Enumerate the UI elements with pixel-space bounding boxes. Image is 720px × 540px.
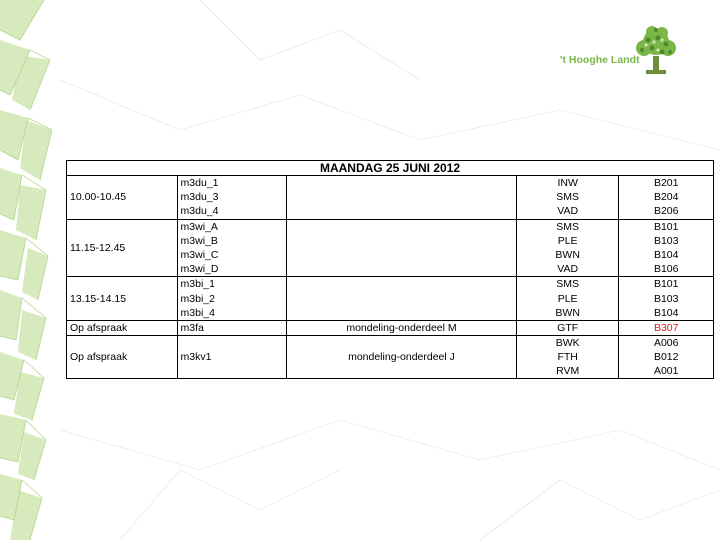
subject-item: SMS <box>556 191 580 204</box>
rooms-cell <box>619 335 714 379</box>
table-row <box>67 335 714 379</box>
room-item: A006 <box>653 336 679 349</box>
description-cell: mondeling-onderdeel J <box>287 335 517 379</box>
subject-item: BWN <box>555 248 580 261</box>
subjects-cell <box>516 335 619 379</box>
subject-item: BWN <box>555 306 580 319</box>
table-row <box>67 320 714 335</box>
room-item: B104 <box>653 248 679 261</box>
table-title-row <box>67 161 714 176</box>
subjects-cell <box>516 277 619 321</box>
groups-cell <box>177 277 287 321</box>
logo-text: 't Hooghe Landt <box>560 54 640 66</box>
room-item: B104 <box>653 306 679 319</box>
room-item: B201 <box>653 177 679 189</box>
group-item: m3du_4 <box>180 205 219 218</box>
room-item: B106 <box>653 263 679 276</box>
rooms-cell <box>619 219 714 277</box>
subject-item: SMS <box>556 220 580 233</box>
time-cell: Op afspraak <box>67 335 178 379</box>
group-item: m3bi_4 <box>180 306 215 319</box>
subject-item: VAD <box>557 263 579 276</box>
group-item: m3wi_D <box>180 263 219 276</box>
room-item: B206 <box>653 205 679 218</box>
description-cell: mondeling-onderdeel M <box>287 320 517 335</box>
rooms-cell <box>619 176 714 220</box>
group-item: m3du_3 <box>180 191 219 204</box>
room-item: B103 <box>653 234 679 247</box>
schedule-title: MAANDAG 25 JUNI 2012 <box>67 161 714 176</box>
table-row <box>67 277 714 321</box>
room-item: B103 <box>653 292 679 305</box>
description-cell <box>287 277 517 321</box>
description-cell <box>287 176 517 220</box>
subject-item: VAD <box>557 205 579 218</box>
groups-cell: m3kv1 <box>177 335 287 379</box>
subjects-cell: GTF <box>516 320 619 335</box>
time-cell: 11.15-12.45 <box>67 219 178 277</box>
subject-item: BWK <box>555 336 580 349</box>
group-item: m3bi_1 <box>180 278 215 291</box>
time-cell: Op afspraak <box>67 320 178 335</box>
subject-item: SMS <box>556 278 580 291</box>
subject-item: PLE <box>557 234 578 247</box>
room-item: A001 <box>653 365 679 378</box>
school-logo <box>560 26 692 78</box>
subjects-cell <box>516 176 619 220</box>
subject-item: INW <box>557 177 578 189</box>
subject-item: RVM <box>556 365 580 378</box>
group-item: m3bi_2 <box>180 292 215 305</box>
subject-item: PLE <box>557 292 578 305</box>
time-cell: 13.15-14.15 <box>67 277 178 321</box>
tree-logo-icon <box>632 26 680 76</box>
subject-item: FTH <box>557 351 578 364</box>
group-item: m3wi_B <box>180 234 218 247</box>
group-item: m3wi_A <box>180 220 218 233</box>
groups-cell: m3fa <box>177 320 287 335</box>
rooms-cell <box>619 277 714 321</box>
table-row <box>67 219 714 277</box>
room-highlight-cell: B307 <box>619 320 714 335</box>
group-item: m3wi_C <box>180 248 219 261</box>
room-item: B101 <box>653 278 679 291</box>
subjects-cell <box>516 219 619 277</box>
groups-cell <box>177 219 287 277</box>
room-item: B101 <box>653 220 679 233</box>
group-item: m3du_1 <box>180 177 219 189</box>
room-item: B204 <box>653 191 679 204</box>
time-cell: 10.00-10.45 <box>67 176 178 220</box>
room-item: B012 <box>653 351 679 364</box>
table-row <box>67 176 714 220</box>
exam-schedule-table <box>66 160 714 379</box>
description-cell <box>287 219 517 277</box>
groups-cell <box>177 176 287 220</box>
